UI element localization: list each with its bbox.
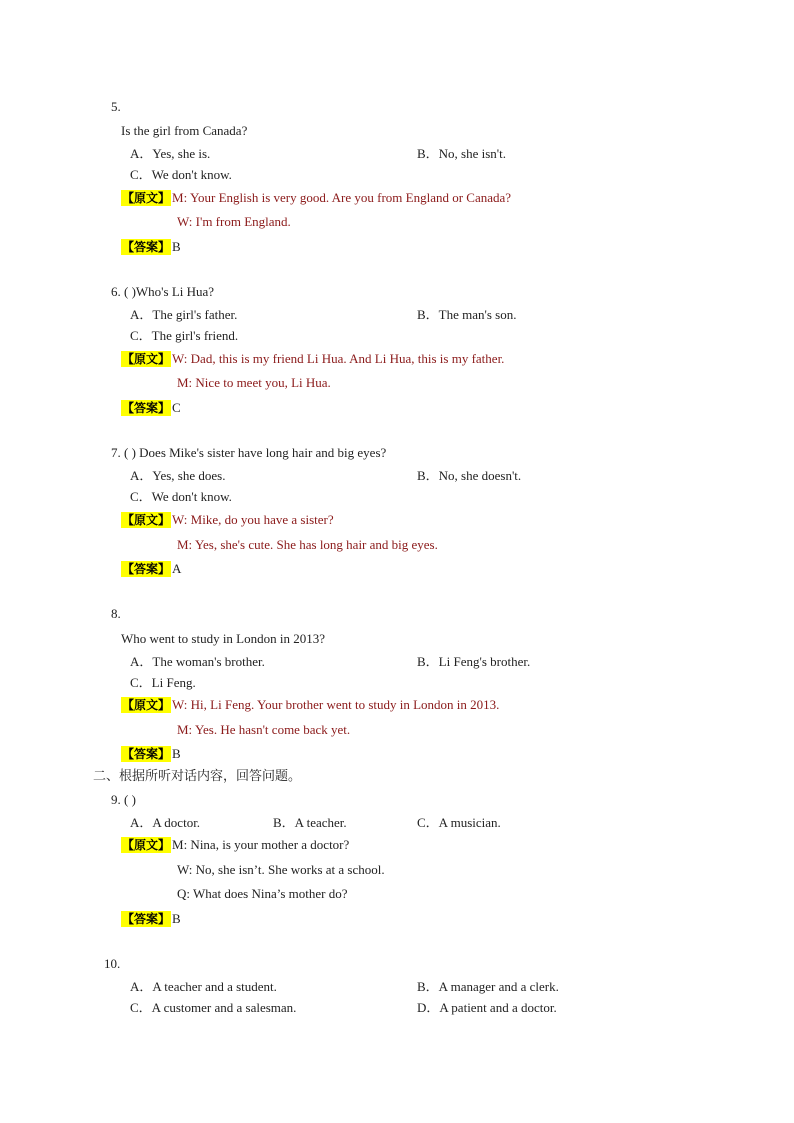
q5-option-a: A．Yes, she is.: [130, 146, 211, 161]
answer-tag: 【答案】: [122, 562, 171, 576]
q9-option-a: A．A doctor.: [130, 815, 201, 830]
q7-option-b: B．No, she doesn't.: [417, 468, 522, 483]
q10-option-d: D．A patient and a doctor.: [417, 1000, 557, 1015]
original-text-tag: 【原文】: [122, 191, 171, 205]
q7-stem: 7. ( ) Does Mike's sister have long hair and big eyes?: [111, 445, 387, 460]
q8-original-text-1: W: Hi, Li Feng. Your brother went to study in London in 2013.: [172, 697, 500, 712]
q5-answer-line: [121, 239, 181, 255]
q8-original-line-2: M: Yes. He hasn't come back yet.: [177, 722, 351, 737]
q10-number: 10.: [104, 956, 121, 971]
q9-option-c: C．A musician.: [417, 815, 501, 830]
q8-answer-line: [121, 746, 181, 762]
q6-option-a: A．The girl's father.: [130, 307, 238, 322]
section-2-heading: 二、根据所听对话内容，回答问题。: [93, 769, 302, 784]
q8-number: 8.: [111, 606, 121, 621]
answer-tag: 【答案】: [122, 747, 171, 761]
q9-stem: 9. ( ): [111, 792, 136, 807]
answer-tag: 【答案】: [122, 401, 171, 415]
q7-original-text-1: W: Mike, do you have a sister?: [172, 512, 334, 527]
q9-option-b: B．A teacher.: [273, 815, 347, 830]
q6-original-text-1: W: Dad, this is my friend Li Hua. And Li Hua, this is my father.: [172, 351, 505, 366]
q8-original-line-1: [121, 697, 499, 713]
q5-option-b: B．No, she isn't.: [417, 146, 507, 161]
q6-option-b: B．The man's son.: [417, 307, 517, 322]
q6-stem: 6. ( )Who's Li Hua?: [111, 284, 215, 299]
q7-option-c: C．We don't know.: [130, 489, 232, 504]
q5-option-c: C．We don't know.: [130, 167, 232, 182]
q6-original-line-2: M: Nice to meet you, Li Hua.: [177, 375, 331, 390]
q6-answer: C: [172, 400, 181, 415]
q9-original-line-2: W: No, she isn’t. She works at a school.: [177, 862, 385, 877]
q8-option-c: C．Li Feng.: [130, 675, 196, 690]
q9-original-line-1: [121, 837, 349, 853]
answer-tag: 【答案】: [122, 240, 171, 254]
q8-answer: B: [172, 746, 181, 761]
q10-option-b: B．A manager and a clerk.: [417, 979, 559, 994]
q7-original-line-1: [121, 512, 334, 528]
original-text-tag: 【原文】: [122, 838, 171, 852]
original-text-tag: 【原文】: [122, 352, 171, 366]
q7-answer: A: [172, 561, 182, 576]
q8-option-a: A．The woman's brother.: [130, 654, 265, 669]
answer-tag: 【答案】: [122, 912, 171, 926]
original-text-tag: 【原文】: [122, 513, 171, 527]
q7-answer-line: [121, 561, 181, 577]
q9-original-text-1: M: Nina, is your mother a doctor?: [172, 837, 350, 852]
q8-option-b: B．Li Feng's brother.: [417, 654, 531, 669]
q10-option-c: C．A customer and a salesman.: [130, 1000, 297, 1015]
q5-original-line-1: [121, 190, 511, 206]
q5-stem: Is the girl from Canada?: [121, 123, 248, 138]
q9-original-line-3: Q: What does Nina’s mother do?: [177, 886, 348, 901]
q8-stem: Who went to study in London in 2013?: [121, 631, 326, 646]
original-text-tag: 【原文】: [122, 698, 171, 712]
q5-original-text-1: M: Your English is very good. Are you from England or Canada?: [172, 190, 512, 205]
q7-option-a: A．Yes, she does.: [130, 468, 226, 483]
q5-answer: B: [172, 239, 181, 254]
q5-original-line-2: W: I'm from England.: [177, 214, 291, 229]
q6-option-c: C．The girl's friend.: [130, 328, 239, 343]
q9-answer-line: [121, 911, 181, 927]
q6-answer-line: [121, 400, 181, 416]
q10-option-a: A．A teacher and a student.: [130, 979, 277, 994]
q5-number: 5.: [111, 99, 121, 114]
q6-original-line-1: [121, 351, 504, 367]
q7-original-line-2: M: Yes, she's cute. She has long hair and big eyes.: [177, 537, 438, 552]
q9-answer: B: [172, 911, 181, 926]
